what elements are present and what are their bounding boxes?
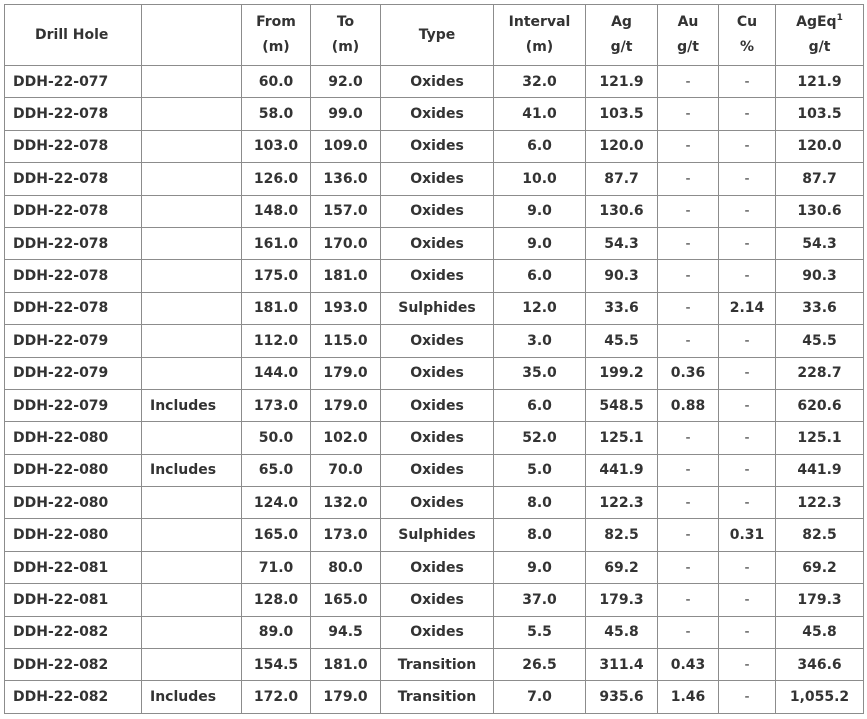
cell-interval: 35.0 bbox=[494, 357, 586, 389]
cell-ag: 179.3 bbox=[586, 584, 658, 616]
cell-type: Oxides bbox=[381, 66, 494, 98]
cell-cu: - bbox=[719, 325, 776, 357]
cell-ag: 45.5 bbox=[586, 325, 658, 357]
table-row bbox=[5, 551, 864, 583]
cell-ageq: 87.7 bbox=[776, 163, 864, 195]
cell-from: 161.0 bbox=[242, 227, 311, 259]
table-row bbox=[5, 357, 864, 389]
cell-au: - bbox=[658, 422, 719, 454]
cell-ag: 33.6 bbox=[586, 292, 658, 324]
cell-ageq: 620.6 bbox=[776, 389, 864, 421]
cell-cu: - bbox=[719, 195, 776, 227]
cell-interval: 5.5 bbox=[494, 616, 586, 648]
cell-interval: 41.0 bbox=[494, 98, 586, 130]
cell-to: 115.0 bbox=[311, 325, 381, 357]
cell-ageq: 33.6 bbox=[776, 292, 864, 324]
cell-note bbox=[142, 519, 242, 551]
cell-from: 71.0 bbox=[242, 551, 311, 583]
cell-type: Oxides bbox=[381, 227, 494, 259]
cell-au: 0.88 bbox=[658, 389, 719, 421]
cell-ageq: 45.8 bbox=[776, 616, 864, 648]
cell-to: 136.0 bbox=[311, 163, 381, 195]
cell-type: Oxides bbox=[381, 551, 494, 583]
cell-ag: 130.6 bbox=[586, 195, 658, 227]
cell-note bbox=[142, 616, 242, 648]
cell-from: 128.0 bbox=[242, 584, 311, 616]
table-row bbox=[5, 292, 864, 324]
cell-drill-hole: DDH-22-078 bbox=[5, 227, 142, 259]
cell-drill-hole: DDH-22-082 bbox=[5, 616, 142, 648]
cell-drill-hole: DDH-22-081 bbox=[5, 584, 142, 616]
cell-note: Includes bbox=[142, 454, 242, 486]
cell-ag: 103.5 bbox=[586, 98, 658, 130]
cell-drill-hole: DDH-22-077 bbox=[5, 66, 142, 98]
cell-interval: 26.5 bbox=[494, 649, 586, 681]
cell-au: 1.46 bbox=[658, 681, 719, 713]
cell-interval: 6.0 bbox=[494, 389, 586, 421]
header-ag bbox=[586, 5, 658, 66]
cell-au: - bbox=[658, 130, 719, 162]
cell-note bbox=[142, 551, 242, 583]
cell-type: Oxides bbox=[381, 454, 494, 486]
cell-interval: 10.0 bbox=[494, 163, 586, 195]
cell-au: - bbox=[658, 260, 719, 292]
cell-drill-hole: DDH-22-078 bbox=[5, 292, 142, 324]
table-row bbox=[5, 487, 864, 519]
header-from-label: From bbox=[256, 14, 296, 30]
header-ageq-unit: g/t bbox=[808, 39, 831, 55]
cell-au: - bbox=[658, 66, 719, 98]
cell-from: 89.0 bbox=[242, 616, 311, 648]
cell-to: 173.0 bbox=[311, 519, 381, 551]
cell-to: 94.5 bbox=[311, 616, 381, 648]
cell-au: - bbox=[658, 227, 719, 259]
cell-note bbox=[142, 357, 242, 389]
cell-ag: 311.4 bbox=[586, 649, 658, 681]
cell-interval: 8.0 bbox=[494, 487, 586, 519]
table-row bbox=[5, 389, 864, 421]
table-row bbox=[5, 66, 864, 98]
header-to-unit: (m) bbox=[331, 39, 360, 55]
cell-note bbox=[142, 422, 242, 454]
cell-from: 172.0 bbox=[242, 681, 311, 713]
cell-ageq: 228.7 bbox=[776, 357, 864, 389]
cell-type: Oxides bbox=[381, 130, 494, 162]
cell-ageq: 45.5 bbox=[776, 325, 864, 357]
cell-drill-hole: DDH-22-078 bbox=[5, 163, 142, 195]
footnote-marker: 1 bbox=[836, 13, 843, 23]
cell-ageq: 90.3 bbox=[776, 260, 864, 292]
cell-to: 179.0 bbox=[311, 681, 381, 713]
table-row bbox=[5, 649, 864, 681]
cell-cu: 2.14 bbox=[719, 292, 776, 324]
cell-au: 0.43 bbox=[658, 649, 719, 681]
cell-cu: - bbox=[719, 454, 776, 486]
table-row bbox=[5, 98, 864, 130]
cell-ag: 125.1 bbox=[586, 422, 658, 454]
header-interval-unit: (m) bbox=[525, 39, 554, 55]
cell-cu: 0.31 bbox=[719, 519, 776, 551]
cell-ag: 935.6 bbox=[586, 681, 658, 713]
cell-note bbox=[142, 649, 242, 681]
cell-note bbox=[142, 66, 242, 98]
header-ageq-text: AgEq bbox=[796, 14, 837, 30]
cell-ageq: 120.0 bbox=[776, 130, 864, 162]
cell-to: 80.0 bbox=[311, 551, 381, 583]
cell-note bbox=[142, 260, 242, 292]
cell-drill-hole: DDH-22-080 bbox=[5, 487, 142, 519]
cell-note bbox=[142, 584, 242, 616]
cell-ag: 45.8 bbox=[586, 616, 658, 648]
cell-from: 112.0 bbox=[242, 325, 311, 357]
cell-interval: 12.0 bbox=[494, 292, 586, 324]
cell-cu: - bbox=[719, 130, 776, 162]
cell-drill-hole: DDH-22-078 bbox=[5, 260, 142, 292]
header-ageq-label bbox=[776, 10, 863, 35]
table-body bbox=[5, 66, 864, 714]
header-to bbox=[311, 5, 381, 66]
cell-to: 181.0 bbox=[311, 649, 381, 681]
cell-from: 175.0 bbox=[242, 260, 311, 292]
cell-type: Oxides bbox=[381, 357, 494, 389]
cell-to: 179.0 bbox=[311, 357, 381, 389]
table-row bbox=[5, 260, 864, 292]
cell-to: 109.0 bbox=[311, 130, 381, 162]
cell-cu: - bbox=[719, 98, 776, 130]
cell-interval: 37.0 bbox=[494, 584, 586, 616]
cell-drill-hole: DDH-22-078 bbox=[5, 98, 142, 130]
header-cu bbox=[719, 5, 776, 66]
cell-to: 181.0 bbox=[311, 260, 381, 292]
cell-to: 132.0 bbox=[311, 487, 381, 519]
cell-cu: - bbox=[719, 260, 776, 292]
cell-drill-hole: DDH-22-079 bbox=[5, 325, 142, 357]
cell-au: - bbox=[658, 292, 719, 324]
header-au-unit: g/t bbox=[677, 39, 699, 55]
cell-note: Includes bbox=[142, 681, 242, 713]
cell-type: Oxides bbox=[381, 389, 494, 421]
cell-to: 92.0 bbox=[311, 66, 381, 98]
cell-ag: 69.2 bbox=[586, 551, 658, 583]
cell-cu: - bbox=[719, 681, 776, 713]
cell-type: Oxides bbox=[381, 616, 494, 648]
cell-ageq: 121.9 bbox=[776, 66, 864, 98]
header-to-label: To bbox=[336, 14, 355, 30]
cell-from: 103.0 bbox=[242, 130, 311, 162]
cell-cu: - bbox=[719, 357, 776, 389]
header-cu-unit: % bbox=[739, 39, 755, 55]
cell-ageq: 130.6 bbox=[776, 195, 864, 227]
cell-ageq: 54.3 bbox=[776, 227, 864, 259]
cell-drill-hole: DDH-22-081 bbox=[5, 551, 142, 583]
cell-ageq: 69.2 bbox=[776, 551, 864, 583]
header-interval bbox=[494, 5, 586, 66]
cell-ag: 548.5 bbox=[586, 389, 658, 421]
cell-interval: 8.0 bbox=[494, 519, 586, 551]
table-row bbox=[5, 325, 864, 357]
cell-from: 58.0 bbox=[242, 98, 311, 130]
cell-note bbox=[142, 98, 242, 130]
cell-ag: 87.7 bbox=[586, 163, 658, 195]
cell-cu: - bbox=[719, 227, 776, 259]
table-row bbox=[5, 519, 864, 551]
table-row bbox=[5, 584, 864, 616]
cell-interval: 9.0 bbox=[494, 195, 586, 227]
cell-drill-hole: DDH-22-082 bbox=[5, 681, 142, 713]
cell-interval: 9.0 bbox=[494, 551, 586, 583]
cell-ag: 54.3 bbox=[586, 227, 658, 259]
drill-results-table bbox=[4, 4, 864, 714]
cell-interval: 6.0 bbox=[494, 130, 586, 162]
cell-ageq: 82.5 bbox=[776, 519, 864, 551]
cell-cu: - bbox=[719, 66, 776, 98]
cell-drill-hole: DDH-22-079 bbox=[5, 389, 142, 421]
cell-drill-hole: DDH-22-080 bbox=[5, 519, 142, 551]
cell-ageq: 441.9 bbox=[776, 454, 864, 486]
cell-au: - bbox=[658, 551, 719, 583]
cell-type: Oxides bbox=[381, 584, 494, 616]
cell-au: - bbox=[658, 163, 719, 195]
header-au-label: Au bbox=[677, 14, 699, 30]
cell-cu: - bbox=[719, 487, 776, 519]
cell-ageq: 1,055.2 bbox=[776, 681, 864, 713]
cell-type: Sulphides bbox=[381, 519, 494, 551]
cell-from: 124.0 bbox=[242, 487, 311, 519]
cell-from: 165.0 bbox=[242, 519, 311, 551]
cell-type: Oxides bbox=[381, 163, 494, 195]
cell-cu: - bbox=[719, 584, 776, 616]
cell-cu: - bbox=[719, 649, 776, 681]
cell-from: 181.0 bbox=[242, 292, 311, 324]
header-ageq bbox=[776, 5, 864, 66]
cell-note bbox=[142, 227, 242, 259]
cell-from: 65.0 bbox=[242, 454, 311, 486]
cell-drill-hole: DDH-22-080 bbox=[5, 422, 142, 454]
cell-note bbox=[142, 325, 242, 357]
cell-from: 148.0 bbox=[242, 195, 311, 227]
cell-type: Oxides bbox=[381, 422, 494, 454]
cell-note: Includes bbox=[142, 389, 242, 421]
cell-cu: - bbox=[719, 616, 776, 648]
header-type: Type bbox=[381, 5, 494, 66]
cell-drill-hole: DDH-22-080 bbox=[5, 454, 142, 486]
cell-drill-hole: DDH-22-082 bbox=[5, 649, 142, 681]
cell-ageq: 122.3 bbox=[776, 487, 864, 519]
cell-au: - bbox=[658, 98, 719, 130]
cell-ag: 441.9 bbox=[586, 454, 658, 486]
cell-cu: - bbox=[719, 422, 776, 454]
cell-to: 99.0 bbox=[311, 98, 381, 130]
cell-interval: 9.0 bbox=[494, 227, 586, 259]
cell-note bbox=[142, 163, 242, 195]
cell-ageq: 346.6 bbox=[776, 649, 864, 681]
cell-type: Transition bbox=[381, 649, 494, 681]
cell-type: Sulphides bbox=[381, 292, 494, 324]
cell-au: - bbox=[658, 195, 719, 227]
cell-au: - bbox=[658, 616, 719, 648]
cell-au: 0.36 bbox=[658, 357, 719, 389]
table-row bbox=[5, 422, 864, 454]
cell-interval: 52.0 bbox=[494, 422, 586, 454]
cell-to: 102.0 bbox=[311, 422, 381, 454]
cell-note bbox=[142, 195, 242, 227]
table-row bbox=[5, 681, 864, 713]
cell-ag: 90.3 bbox=[586, 260, 658, 292]
cell-ag: 199.2 bbox=[586, 357, 658, 389]
cell-au: - bbox=[658, 325, 719, 357]
cell-au: - bbox=[658, 454, 719, 486]
cell-ageq: 125.1 bbox=[776, 422, 864, 454]
cell-ageq: 103.5 bbox=[776, 98, 864, 130]
cell-from: 60.0 bbox=[242, 66, 311, 98]
header-from-unit: (m) bbox=[262, 39, 290, 55]
cell-ageq: 179.3 bbox=[776, 584, 864, 616]
header-ag-label: Ag bbox=[611, 14, 632, 30]
header-ag-unit: g/t bbox=[610, 39, 633, 55]
cell-to: 170.0 bbox=[311, 227, 381, 259]
table-row bbox=[5, 454, 864, 486]
cell-to: 157.0 bbox=[311, 195, 381, 227]
cell-ag: 122.3 bbox=[586, 487, 658, 519]
header-drill-hole: Drill Hole bbox=[5, 5, 142, 66]
cell-from: 50.0 bbox=[242, 422, 311, 454]
cell-from: 154.5 bbox=[242, 649, 311, 681]
cell-type: Oxides bbox=[381, 487, 494, 519]
cell-note bbox=[142, 487, 242, 519]
cell-to: 193.0 bbox=[311, 292, 381, 324]
table-row bbox=[5, 616, 864, 648]
cell-interval: 7.0 bbox=[494, 681, 586, 713]
header-au bbox=[658, 5, 719, 66]
header-interval-label: Interval bbox=[508, 14, 571, 30]
cell-ag: 120.0 bbox=[586, 130, 658, 162]
cell-to: 70.0 bbox=[311, 454, 381, 486]
cell-cu: - bbox=[719, 163, 776, 195]
cell-au: - bbox=[658, 519, 719, 551]
cell-ag: 121.9 bbox=[586, 66, 658, 98]
table-row bbox=[5, 195, 864, 227]
cell-au: - bbox=[658, 584, 719, 616]
table-row bbox=[5, 163, 864, 195]
table-row bbox=[5, 227, 864, 259]
cell-from: 144.0 bbox=[242, 357, 311, 389]
cell-from: 126.0 bbox=[242, 163, 311, 195]
cell-type: Oxides bbox=[381, 195, 494, 227]
cell-au: - bbox=[658, 487, 719, 519]
cell-drill-hole: DDH-22-078 bbox=[5, 130, 142, 162]
cell-type: Oxides bbox=[381, 260, 494, 292]
header-from bbox=[242, 5, 311, 66]
cell-interval: 5.0 bbox=[494, 454, 586, 486]
cell-drill-hole: DDH-22-079 bbox=[5, 357, 142, 389]
header-cu-label: Cu bbox=[736, 14, 758, 30]
cell-ag: 82.5 bbox=[586, 519, 658, 551]
table-row bbox=[5, 130, 864, 162]
cell-type: Oxides bbox=[381, 325, 494, 357]
cell-from: 173.0 bbox=[242, 389, 311, 421]
header-row bbox=[5, 5, 864, 66]
cell-drill-hole: DDH-22-078 bbox=[5, 195, 142, 227]
cell-cu: - bbox=[719, 389, 776, 421]
cell-to: 165.0 bbox=[311, 584, 381, 616]
cell-cu: - bbox=[719, 551, 776, 583]
cell-interval: 32.0 bbox=[494, 66, 586, 98]
header-note bbox=[142, 5, 242, 66]
cell-to: 179.0 bbox=[311, 389, 381, 421]
cell-note bbox=[142, 292, 242, 324]
cell-type: Oxides bbox=[381, 98, 494, 130]
cell-interval: 3.0 bbox=[494, 325, 586, 357]
cell-type: Transition bbox=[381, 681, 494, 713]
cell-note bbox=[142, 130, 242, 162]
cell-interval: 6.0 bbox=[494, 260, 586, 292]
